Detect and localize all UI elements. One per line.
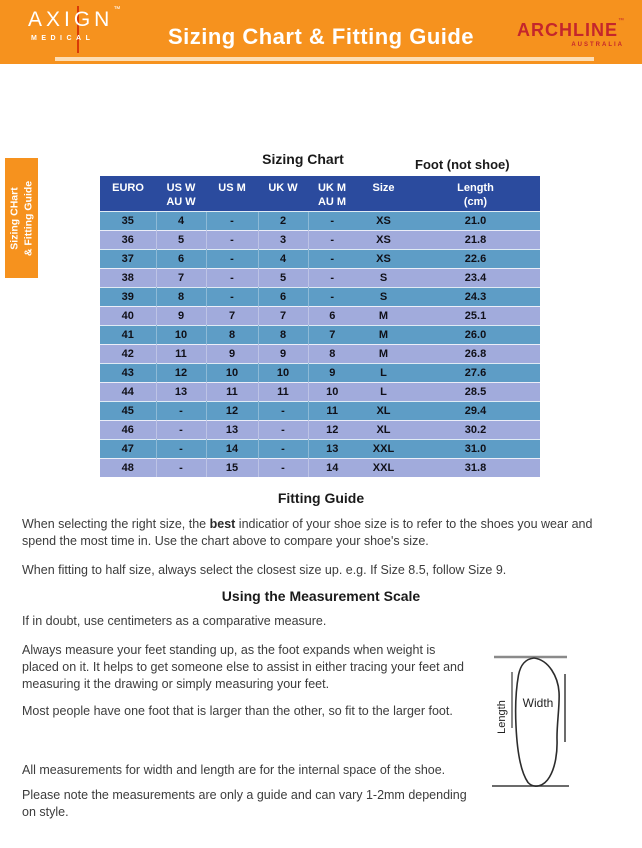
table-cell: 38 xyxy=(100,268,156,287)
column-header: EURO xyxy=(100,176,156,211)
table-cell: 13 xyxy=(206,420,258,439)
axign-logo-subtext: MEDICAL xyxy=(31,35,95,42)
table-cell: 26.0 xyxy=(411,325,540,344)
table-row xyxy=(100,382,540,401)
table-cell: 11 xyxy=(156,344,206,363)
table-cell: 41 xyxy=(100,325,156,344)
table-cell: 6 xyxy=(308,306,356,325)
table-cell: 4 xyxy=(156,211,206,230)
sizing-table-body xyxy=(100,211,540,477)
column-header: UK M AU M xyxy=(308,176,356,211)
side-tab-line2: & Fitting Guide xyxy=(22,180,34,257)
table-cell: S xyxy=(356,287,411,306)
table-cell: 13 xyxy=(308,439,356,458)
table-cell: 12 xyxy=(156,363,206,382)
table-cell: 28.5 xyxy=(411,382,540,401)
width-label: Width xyxy=(522,696,554,710)
table-cell: - xyxy=(258,439,308,458)
page-title: Sizing Chart & Fitting Guide xyxy=(167,24,475,49)
table-cell: 5 xyxy=(156,230,206,249)
table-cell: 42 xyxy=(100,344,156,363)
table-row xyxy=(100,287,540,306)
table-cell: - xyxy=(206,287,258,306)
table-cell: XXL xyxy=(356,439,411,458)
fitting-guide-paragraph-2: When fitting to half size, always select the closest size up. e.g. If Size 8.5, follow Size 9. xyxy=(22,563,507,577)
table-cell: 10 xyxy=(258,363,308,382)
table-cell: XS xyxy=(356,230,411,249)
table-cell: 46 xyxy=(100,420,156,439)
table-row xyxy=(100,249,540,268)
table-cell: M xyxy=(356,306,411,325)
table-row xyxy=(100,268,540,287)
table-cell: 44 xyxy=(100,382,156,401)
table-row xyxy=(100,306,540,325)
table-cell: - xyxy=(308,268,356,287)
measurement-scale-heading: Using the Measurement Scale xyxy=(221,588,421,604)
table-cell: 25.1 xyxy=(411,306,540,325)
trademark-symbol: ™ xyxy=(113,6,121,13)
table-cell: 23.4 xyxy=(411,268,540,287)
column-header: US W AU W xyxy=(156,176,206,211)
table-cell: - xyxy=(206,211,258,230)
table-cell: - xyxy=(258,401,308,420)
table-cell: - xyxy=(308,249,356,268)
table-cell: 10 xyxy=(308,382,356,401)
table-cell: XL xyxy=(356,420,411,439)
table-cell: 24.3 xyxy=(411,287,540,306)
table-cell: 9 xyxy=(258,344,308,363)
table-cell: L xyxy=(356,382,411,401)
table-cell: - xyxy=(308,230,356,249)
table-row xyxy=(100,458,540,477)
table-row xyxy=(100,211,540,230)
table-cell: 40 xyxy=(100,306,156,325)
foot-measurement-diagram xyxy=(488,644,640,806)
table-cell: - xyxy=(206,249,258,268)
table-cell: 11 xyxy=(308,401,356,420)
table-cell: 47 xyxy=(100,439,156,458)
table-cell: 4 xyxy=(258,249,308,268)
axign-logo-text: AXIGN xyxy=(28,8,114,31)
side-tab xyxy=(5,158,38,278)
table-cell: 48 xyxy=(100,458,156,477)
table-cell: 15 xyxy=(206,458,258,477)
header-band xyxy=(0,0,642,64)
table-cell: XS xyxy=(356,211,411,230)
table-cell: - xyxy=(258,420,308,439)
table-cell: XL xyxy=(356,401,411,420)
table-row xyxy=(100,325,540,344)
measurement-paragraph-1: If in doubt, use centimeters as a comparative measure. xyxy=(22,614,327,628)
sizing-table xyxy=(100,176,540,477)
table-cell: 2 xyxy=(258,211,308,230)
table-cell: 14 xyxy=(308,458,356,477)
trademark-symbol: ™ xyxy=(618,18,624,24)
table-cell: 11 xyxy=(206,382,258,401)
table-row xyxy=(100,363,540,382)
table-cell: 31.8 xyxy=(411,458,540,477)
table-cell: XXL xyxy=(356,458,411,477)
sizing-chart-title: Sizing Chart xyxy=(262,151,344,167)
table-cell: 27.6 xyxy=(411,363,540,382)
table-cell: XS xyxy=(356,249,411,268)
header-bottom-strip xyxy=(55,57,594,61)
table-cell: - xyxy=(156,439,206,458)
header-row xyxy=(100,176,540,211)
table-row xyxy=(100,439,540,458)
table-cell: 39 xyxy=(100,287,156,306)
table-cell: 7 xyxy=(156,268,206,287)
measurement-paragraph-4: All measurements for width and length are for the internal space of the shoe. xyxy=(22,763,446,777)
table-cell: 8 xyxy=(156,287,206,306)
table-cell: - xyxy=(156,420,206,439)
table-cell: L xyxy=(356,363,411,382)
table-cell: 7 xyxy=(258,306,308,325)
table-cell: M xyxy=(356,325,411,344)
table-cell: 12 xyxy=(206,401,258,420)
table-cell: 21.8 xyxy=(411,230,540,249)
table-cell: 6 xyxy=(156,249,206,268)
table-cell: 36 xyxy=(100,230,156,249)
table-cell: 8 xyxy=(258,325,308,344)
table-cell: 31.0 xyxy=(411,439,540,458)
table-cell: 7 xyxy=(308,325,356,344)
table-cell: 14 xyxy=(206,439,258,458)
table-cell: 37 xyxy=(100,249,156,268)
paragraph-text: indicatior of your shoe size is to refer to the shoes you wear and spend the most time in. Use the chart above to compare your shoe's size. xyxy=(22,517,593,548)
table-row xyxy=(100,401,540,420)
table-cell: 35 xyxy=(100,211,156,230)
length-label: Length xyxy=(496,700,508,734)
column-header: US M xyxy=(206,176,258,211)
table-cell: - xyxy=(156,458,206,477)
table-cell: 21.0 xyxy=(411,211,540,230)
measurement-paragraph-2: Always measure your feet standing up, as the foot expands when weight is placed on it. It helps to get someone else to assist in either tracing your feet and measuring it the drawing or simply measuring your feet. xyxy=(22,643,464,691)
table-cell: 10 xyxy=(206,363,258,382)
side-tab-line1: Sizing CHart xyxy=(8,187,21,250)
table-cell: 5 xyxy=(258,268,308,287)
table-cell: - xyxy=(206,230,258,249)
fitting-guide-paragraph-1 xyxy=(22,516,628,550)
table-cell: 11 xyxy=(258,382,308,401)
axign-medical-logo xyxy=(28,8,120,42)
table-cell: 8 xyxy=(206,325,258,344)
table-cell: 45 xyxy=(100,401,156,420)
measurement-paragraph-5: Please note the measurements are only a guide and can vary 1-2mm depending on style. xyxy=(22,788,467,819)
side-tab-label xyxy=(6,159,39,279)
table-cell: - xyxy=(258,458,308,477)
paragraph-text: When selecting the right size, the xyxy=(22,517,210,531)
archline-logo-subtext: AUSTRALIA xyxy=(571,42,624,48)
table-row xyxy=(100,230,540,249)
table-cell: 9 xyxy=(308,363,356,382)
table-cell: 10 xyxy=(156,325,206,344)
archline-logo xyxy=(517,20,624,48)
table-row xyxy=(100,344,540,363)
table-cell: 6 xyxy=(258,287,308,306)
table-cell: - xyxy=(308,287,356,306)
table-cell: 8 xyxy=(308,344,356,363)
table-cell: - xyxy=(308,211,356,230)
table-row xyxy=(100,420,540,439)
table-cell: 12 xyxy=(308,420,356,439)
table-cell: 9 xyxy=(206,344,258,363)
table-cell: 22.6 xyxy=(411,249,540,268)
measurement-paragraph-3: Most people have one foot that is larger than the other, so fit to the larger foot. xyxy=(22,704,453,718)
foot-not-shoe-label: Foot (not shoe) xyxy=(415,157,510,172)
column-header: Size xyxy=(356,176,411,211)
sizing-table-head xyxy=(100,176,540,211)
table-cell: 43 xyxy=(100,363,156,382)
table-cell: 7 xyxy=(206,306,258,325)
bold-word: best xyxy=(209,517,236,531)
table-cell: M xyxy=(356,344,411,363)
table-cell: 26.8 xyxy=(411,344,540,363)
column-header: Length (cm) xyxy=(411,176,540,211)
table-cell: 13 xyxy=(156,382,206,401)
archline-logo-text: ARCHLINE xyxy=(517,20,618,40)
table-cell: 3 xyxy=(258,230,308,249)
foot-outline xyxy=(516,658,560,786)
table-cell: - xyxy=(156,401,206,420)
table-cell: 30.2 xyxy=(411,420,540,439)
column-header: UK W xyxy=(258,176,308,211)
table-cell: 29.4 xyxy=(411,401,540,420)
table-cell: - xyxy=(206,268,258,287)
table-cell: S xyxy=(356,268,411,287)
table-cell: 9 xyxy=(156,306,206,325)
fitting-guide-heading: Fitting Guide xyxy=(277,490,365,506)
